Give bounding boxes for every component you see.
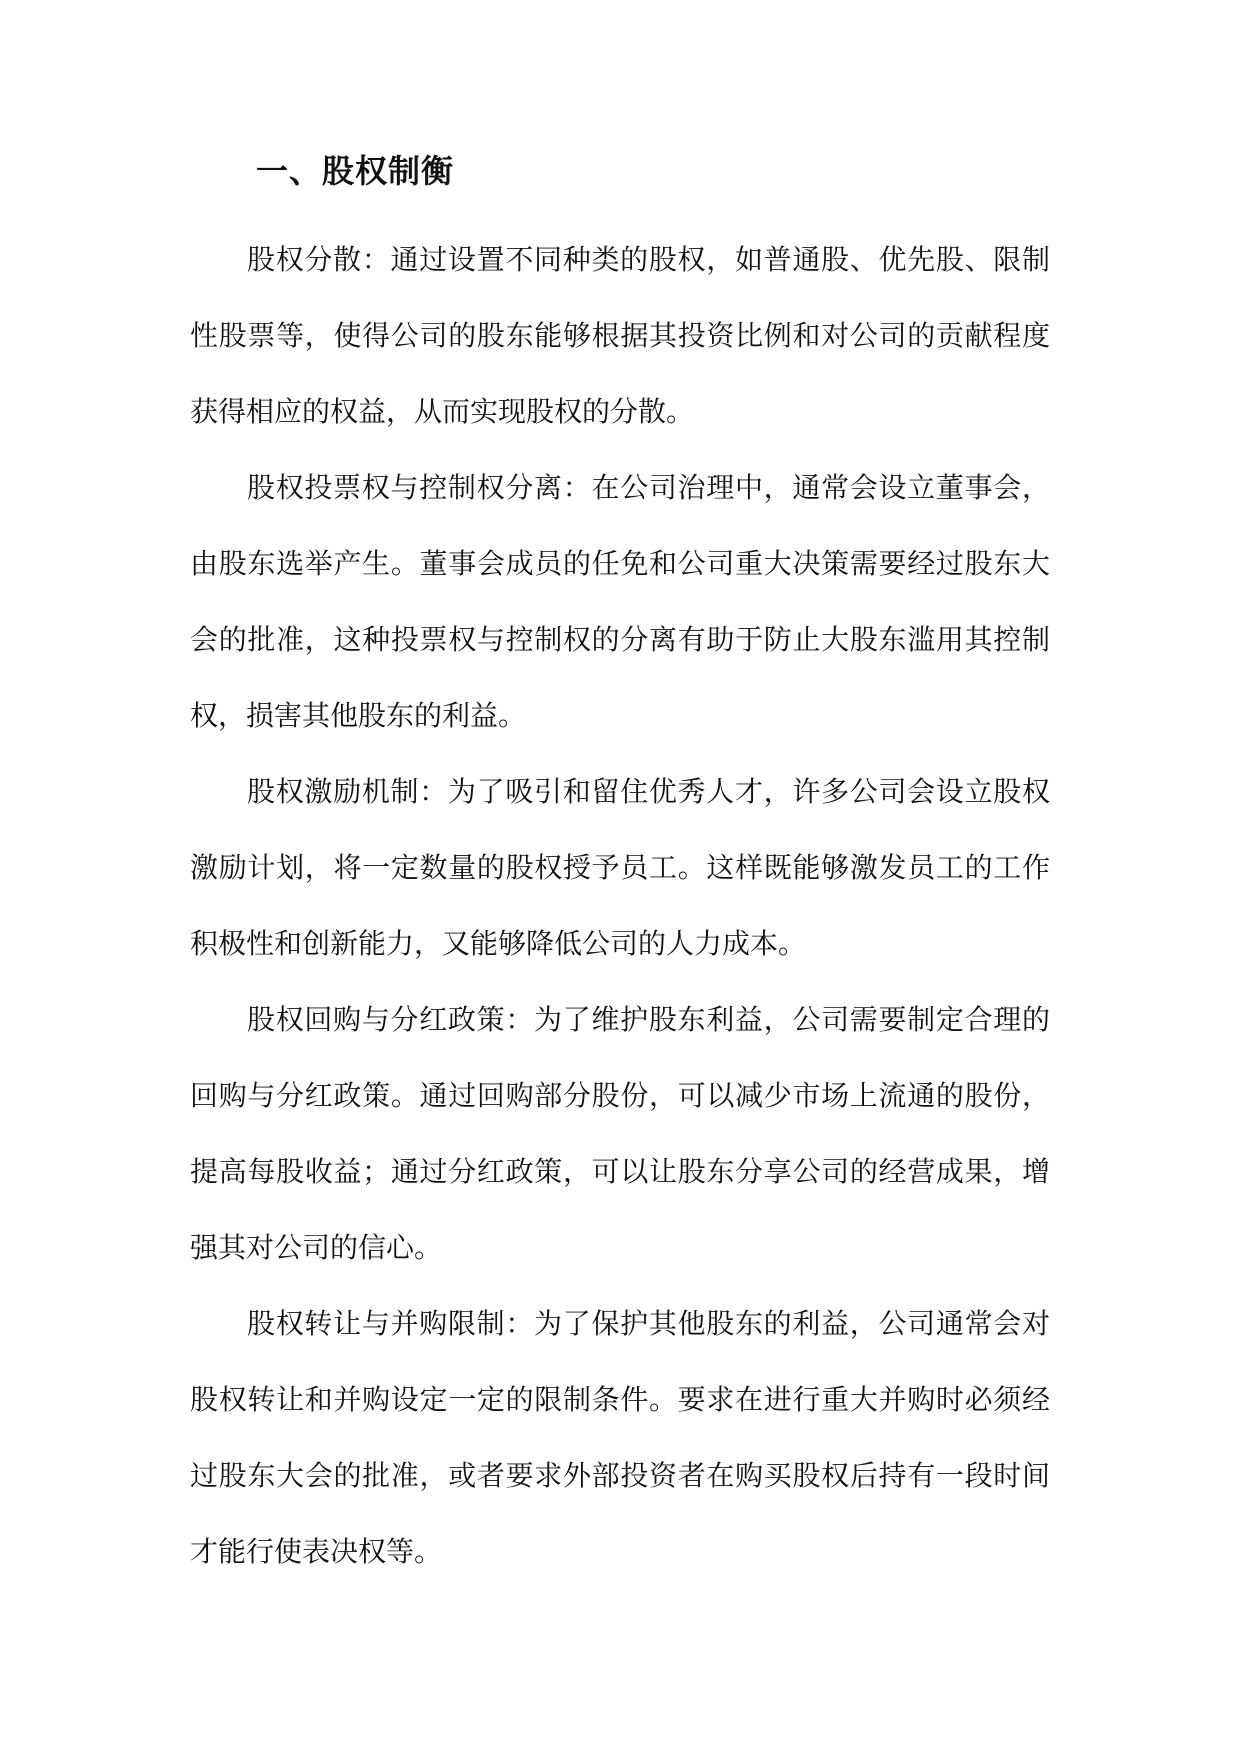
- paragraph-voting-control-separation: 股权投票权与控制权分离：在公司治理中，通常会设立董事会，由股东选举产生。董事会成员的任免和公司重大决策需要经过股东大会的批准，这种投票权与控制权的分离有助于防止大股东滥用其控制权，损害其他股东的利益。: [190, 471, 1050, 732]
- paragraph-equity-dispersion: 股权分散：通过设置不同种类的股权，如普通股、优先股、限制性股票等，使得公司的股东能够根据其投资比例和对公司的贡献程度获得相应的权益，从而实现股权的分散。: [190, 243, 1050, 428]
- paragraph-buyback-dividend: 股权回购与分红政策：为了维护股东利益，公司需要制定合理的回购与分红政策。通过回购部分股份，可以减少市场上流通的股份，提高每股收益；通过分红政策，可以让股东分享公司的经营成果，增强其对公司的信心。: [190, 1003, 1050, 1264]
- paragraph-transfer-merger-limits: 股权转让与并购限制：为了保护其他股东的利益，公司通常会对股权转让和并购设定一定的限制条件。要求在进行重大并购时必须经过股东大会的批准，或者要求外部投资者在购买股权后持有一段时间才能行使表决权等。: [190, 1307, 1050, 1568]
- document-body: [190, 222, 1050, 1590]
- paragraph-equity-incentive: 股权激励机制：为了吸引和留住优秀人才，许多公司会设立股权激励计划，将一定数量的股权授予员工。这样既能够激发员工的工作积极性和创新能力，又能够降低公司的人力成本。: [190, 775, 1050, 960]
- section-heading: 一、股权制衡: [256, 152, 455, 190]
